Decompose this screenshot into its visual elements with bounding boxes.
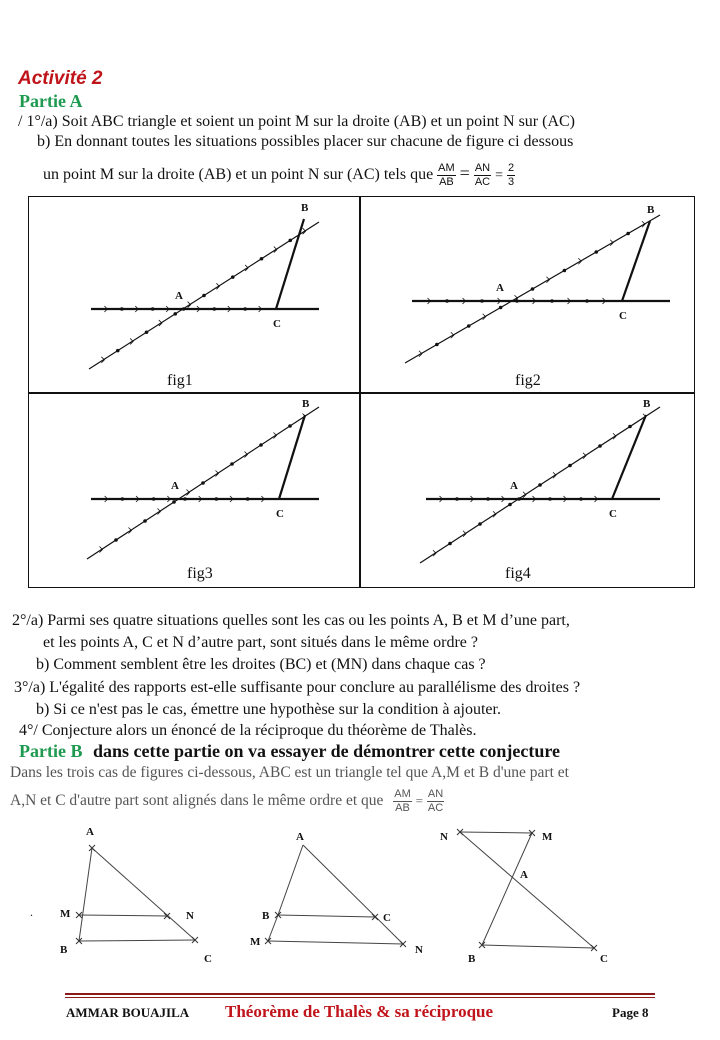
graduation-dot <box>231 275 235 279</box>
graduation-dot <box>538 483 542 487</box>
segment-bc <box>622 221 650 301</box>
point-label-b: B <box>302 398 310 410</box>
question-3b: b) Si ce n'est pas le cas, émettre une hypothèse sur la condition à ajouter. <box>36 701 501 718</box>
graduation-dot <box>114 538 118 542</box>
equals-sign: = <box>459 163 470 184</box>
graduation-dot <box>259 443 263 447</box>
figure-4 <box>360 393 693 588</box>
graduation-dot <box>143 519 147 523</box>
question-1a: / 1°/a) Soit ABC triangle et soient un point M sur la droite (AB) et un point N sur (AC) <box>18 113 576 130</box>
pb2-label-m: M <box>250 936 261 948</box>
question-2a-line2: et les points A, C et N d’autre part, sont situés dans le même ordre ? <box>43 634 479 651</box>
segment-bc <box>279 415 305 499</box>
graduation-dot <box>116 349 120 353</box>
question-1b-text: un point M sur la droite (AB) et un point N sur (AC) tels que <box>43 166 434 184</box>
partie-b-figure-3 <box>460 832 594 948</box>
graduation-dot <box>594 250 598 254</box>
graduation-dot <box>517 497 521 501</box>
footer-rule-bottom <box>65 997 655 998</box>
graduation-dot <box>508 503 512 507</box>
question-4: 4°/ Conjecture alors un énoncé de la réciproque du théorème de Thalès. <box>19 722 477 739</box>
figures-grid <box>28 196 695 588</box>
partie-b-line2-text: A,N et C d'autre part sont alignés dans le même ordre et que <box>10 792 384 810</box>
ratio-b-am-ab: $\frac{AM}{AB}$ <box>394 788 411 814</box>
pb2-label-a: A <box>296 831 304 843</box>
stray-dot: . <box>30 905 33 919</box>
graduation-dot <box>499 306 503 310</box>
point-label-a: A <box>171 480 179 492</box>
graduation-dot <box>288 424 292 428</box>
graduation-dot <box>288 239 292 243</box>
question-1b-line2 <box>43 162 515 189</box>
graduation-dot <box>145 330 149 334</box>
pb2-label-n: N <box>415 944 423 956</box>
graduation-dot <box>182 307 186 311</box>
graduation-dot <box>183 497 187 501</box>
graduation-dot <box>598 444 602 448</box>
graduation-dot <box>486 497 490 501</box>
pb1-label-a: A <box>86 826 94 838</box>
figure-caption: fig2 <box>515 372 541 389</box>
partie-b-figures <box>0 815 720 975</box>
question-2b: b) Comment semblent être les droites (BC) et (MN) dans chaque cas ? <box>36 656 486 673</box>
graduation-dot <box>563 269 567 273</box>
graduation-dot <box>515 299 519 303</box>
graduation-dot <box>478 522 482 526</box>
graduation-dot <box>531 287 535 291</box>
graduation-dot <box>121 497 125 501</box>
partie-b-heading: Partie B <box>19 741 83 761</box>
graduation-dot <box>585 299 589 303</box>
ratio-two-thirds: $\frac{2}{3}$ <box>508 162 515 188</box>
partie-a-heading: Partie A <box>19 91 83 111</box>
graduation-dot <box>202 294 206 298</box>
graduation-dot <box>151 307 155 311</box>
footer-author: AMMAR BOUAJILA <box>66 1005 190 1020</box>
graduation-dot <box>455 497 459 501</box>
graduation-dot <box>435 343 439 347</box>
pb3-label-c: C <box>600 953 608 965</box>
figure-1 <box>29 197 362 392</box>
pb2-label-c: C <box>383 912 391 924</box>
graduation-dot <box>172 500 176 504</box>
graduation-dot <box>445 299 449 303</box>
graduation-dot <box>260 257 264 261</box>
figure-caption: fig3 <box>187 565 213 582</box>
pb3-label-a: A <box>520 869 528 881</box>
pb3-label-b: B <box>468 953 476 965</box>
graduation-dot <box>230 462 234 466</box>
footer-rule-top <box>65 993 655 995</box>
graduation-dot <box>243 307 247 311</box>
partie-b-figure-1 <box>79 848 195 941</box>
graduation-dot <box>173 312 177 316</box>
figure-2 <box>360 197 693 392</box>
partie-b-line2 <box>10 788 444 815</box>
point-label-c: C <box>619 310 627 322</box>
point-label-a: A <box>175 290 183 302</box>
pb3-label-m: M <box>542 831 553 843</box>
pb1-label-b: B <box>60 944 68 956</box>
partie-b-point-markers <box>76 829 597 951</box>
footer-page: Page 8 <box>612 1005 649 1020</box>
pb1-label-n: N <box>186 910 194 922</box>
question-1b-line1: b) En donnant toutes les situations possibles placer sur chacune de figure ci dessous <box>37 133 574 150</box>
figure-caption: fig1 <box>167 372 193 389</box>
graduation-dot <box>246 497 250 501</box>
equals-sign-b: = <box>415 793 423 809</box>
graduation-dot <box>215 497 219 501</box>
graduation-dot <box>120 307 124 311</box>
graduation-dot <box>628 425 632 429</box>
graduation-dot <box>626 232 630 236</box>
activity-title: Activité 2 <box>18 68 103 89</box>
point-label-c: C <box>609 508 617 520</box>
graduation-dot <box>467 324 471 328</box>
graduation-dot <box>568 464 572 468</box>
equals-sign-2: = <box>495 168 504 184</box>
ratio-an-ac: $\frac{AN}{AC}$ <box>474 162 491 188</box>
footer-course: Théorème de Thalès & sa réciproque <box>225 1002 494 1021</box>
partie-b-figure-2 <box>268 845 403 944</box>
point-label-c: C <box>276 508 284 520</box>
point-label-b: B <box>643 398 651 410</box>
graduation-dot <box>152 497 156 501</box>
figure-caption: fig4 <box>505 565 531 582</box>
partie-b-heading-row <box>19 741 560 762</box>
graduation-dot <box>550 299 554 303</box>
graduation-dot <box>579 497 583 501</box>
question-3a: 3°/a) L'égalité des rapports est-elle suffisante pour conclure au parallélisme des droites ? <box>14 679 581 696</box>
question-2a-line1: 2°/a) Parmi ses quatre situations quelles sont les cas ou les points A, B et M d’une part, <box>12 612 570 629</box>
partie-b-line1: Dans les trois cas de figures ci-dessous, ABC est un triangle tel que A,M et B d'une part et <box>10 764 569 781</box>
pb1-label-m: M <box>60 908 71 920</box>
segment-bc <box>276 219 304 309</box>
graduation-dot <box>548 497 552 501</box>
graduation-dot <box>448 542 452 546</box>
point-label-b: B <box>301 202 309 214</box>
graduation-dot <box>213 307 217 311</box>
figure-3 <box>29 393 362 588</box>
ratio-am-ab: $\frac{AM}{AB}$ <box>438 162 455 188</box>
ratio-b-an-ac: $\frac{AN}{AC}$ <box>427 788 444 814</box>
pb2-label-b: B <box>262 910 270 922</box>
point-label-a: A <box>510 480 518 492</box>
graduation-dot <box>201 481 205 485</box>
pb3-label-n: N <box>440 831 448 843</box>
pb1-label-c: C <box>204 953 212 965</box>
point-label-b: B <box>647 204 655 216</box>
point-label-a: A <box>496 282 504 294</box>
partie-b-subtitle: dans cette partie on va essayer de démontrer cette conjecture <box>92 741 561 761</box>
point-label-c: C <box>273 318 281 330</box>
graduation-dot <box>480 299 484 303</box>
